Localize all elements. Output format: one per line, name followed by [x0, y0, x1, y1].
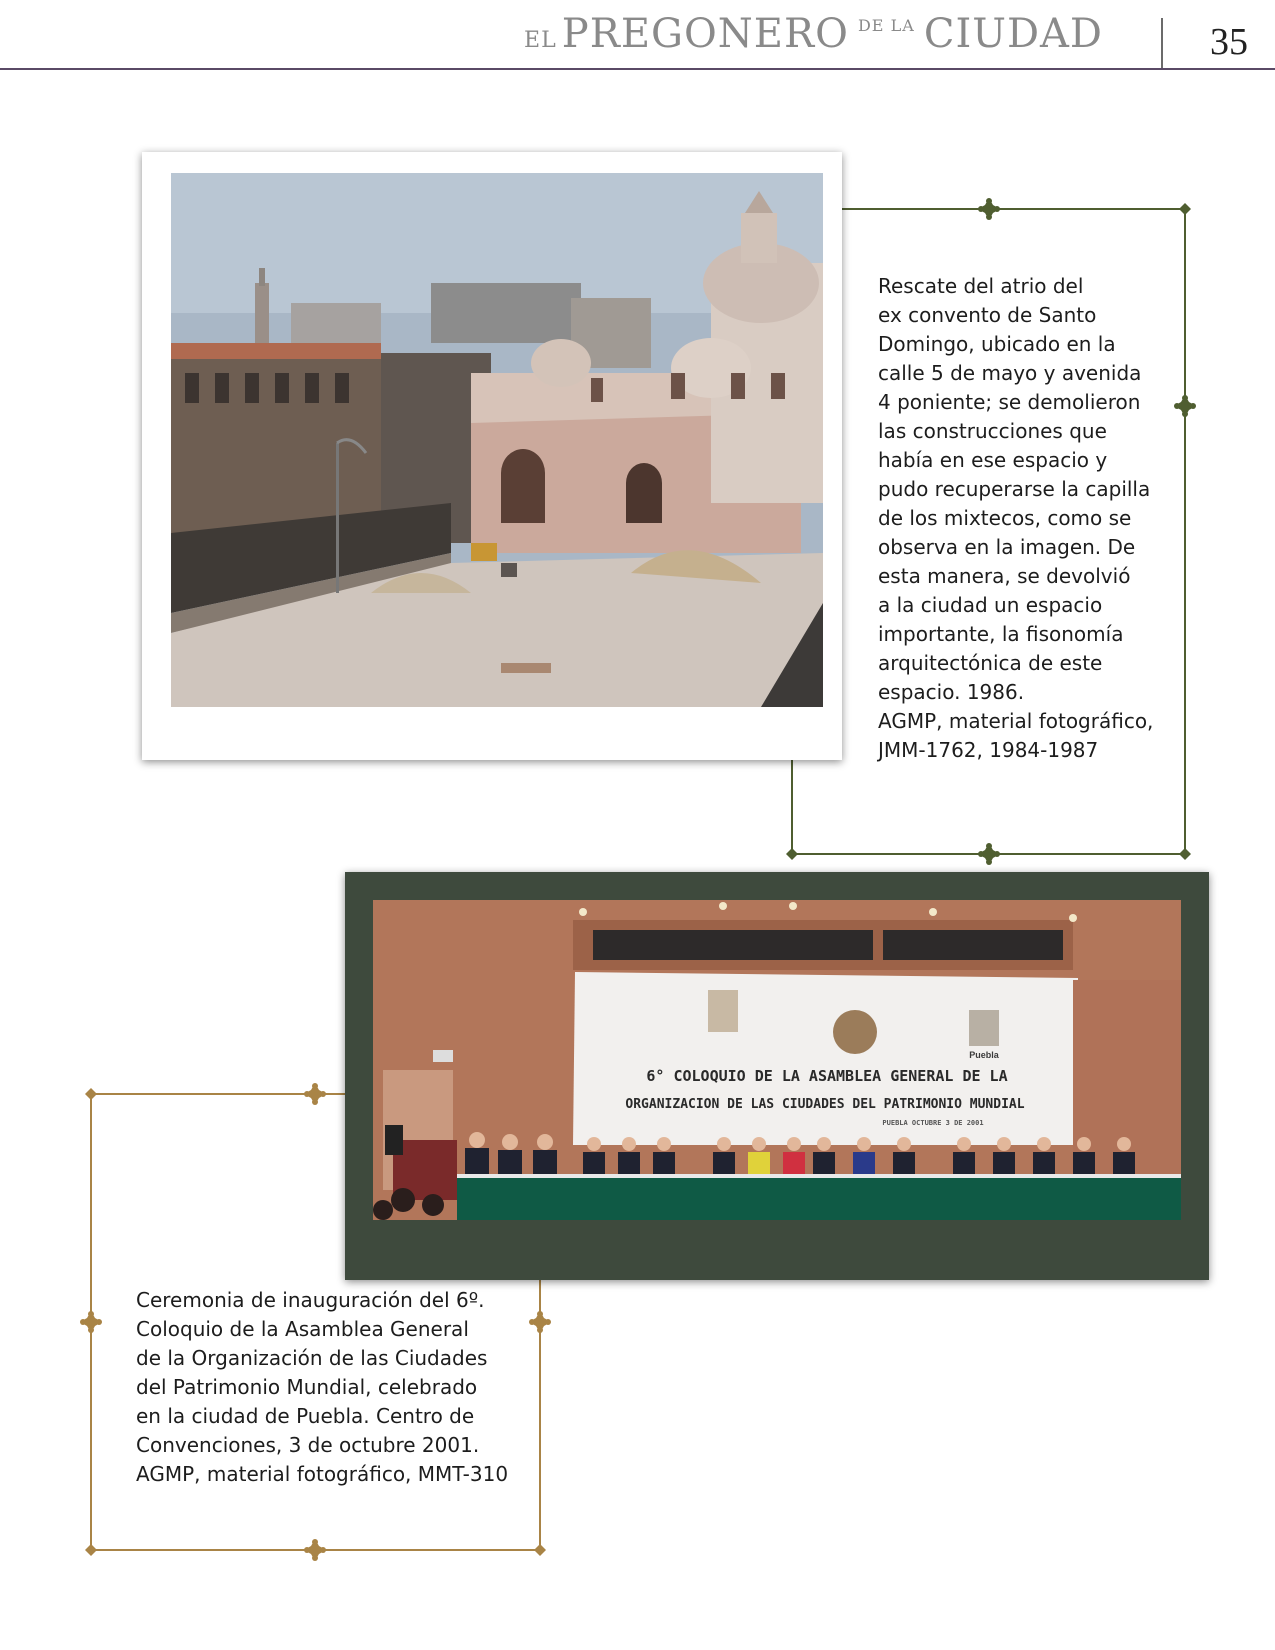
banner-logo-label: Puebla: [969, 1050, 999, 1060]
photo-santo-domingo-frame: [142, 152, 842, 760]
title-dela: DE LA: [857, 16, 915, 35]
head-table: [457, 1176, 1181, 1220]
photo-santo-domingo: [171, 173, 823, 707]
title-pregonero: PREGONERO: [561, 11, 849, 57]
caption-santo-domingo: Rescate del atrio del ex convento de Santo Domingo, ubicado en la calle 5 de mayo y avenida 4 poniente; se demolieron las construcciones que había en ese espacio y pudo recuperarse la capilla de los mixtecos, como se observa en la imagen. De esta manera, se devolvió a la ciudad un espacio importante, la fisonomía arquitectónica de este espacio. 1986. AGMP, material fotográfico, JMM-1762, 1984-1987: [878, 274, 1154, 762]
banner-line-1: 6° COLOQUIO DE LA ASAMBLEA GENERAL DE LA: [646, 1067, 1008, 1085]
title-ciudad: CIUDAD: [923, 11, 1103, 57]
photo-coloquio: [373, 900, 1181, 1220]
page-number: 35: [1210, 21, 1248, 63]
coat-of-arms-icon: [708, 990, 738, 1032]
title-el: EL: [524, 28, 557, 53]
banner: [573, 972, 1078, 1145]
caption-coloquio: Ceremonia de inauguración del 6º. Coloquio de la Asamblea General de la Organización de las Ciudades del Patrimonio Mundial, celebrado en la ciudad de Puebla. Centro de Convenciones, 3 de octubre 2001. AGMP, material fotográfico, MMT-310: [136, 1288, 509, 1486]
puebla-logo-icon: [969, 1010, 999, 1046]
banner-line-3: PUEBLA OCTUBRE 3 DE 2001: [882, 1119, 984, 1127]
globe-logo-icon: [833, 1010, 877, 1054]
banner-line-2: ORGANIZACION DE LAS CIUDADES DEL PATRIMONIO MUNDIAL: [625, 1097, 1025, 1112]
photo-coloquio-frame: [345, 872, 1209, 1280]
